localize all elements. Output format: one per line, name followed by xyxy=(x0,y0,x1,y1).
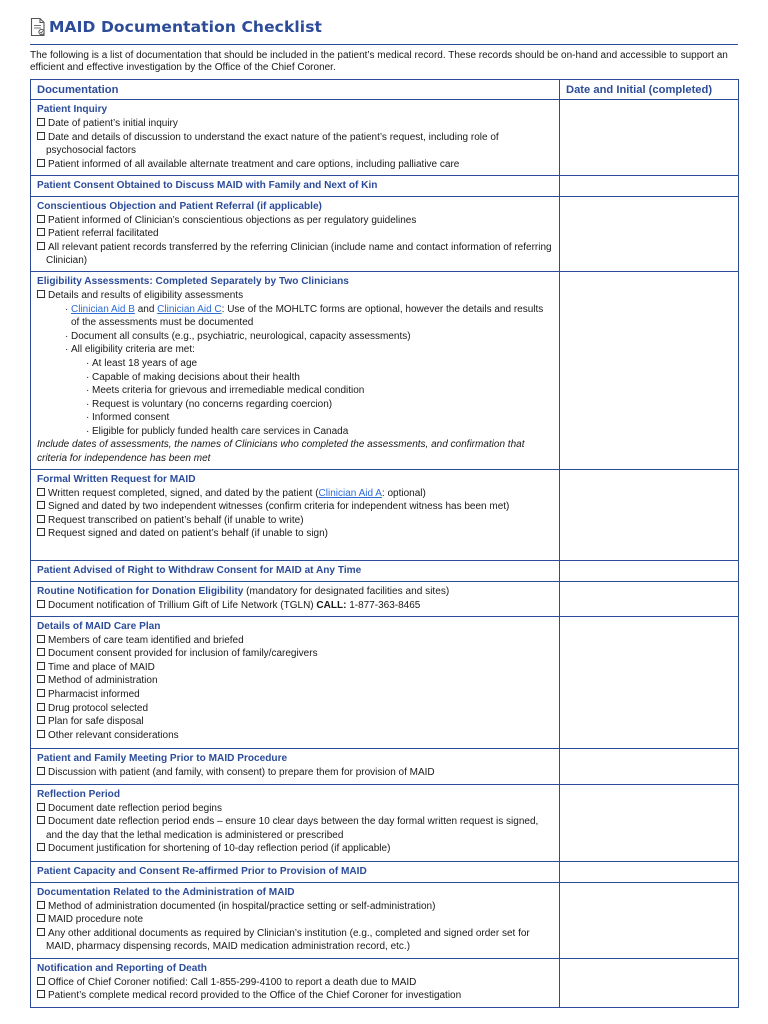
consent-family-cell xyxy=(31,175,560,196)
item-text: At least 18 years of age xyxy=(92,357,198,369)
bullet-dot: · xyxy=(65,303,69,315)
checkbox[interactable] xyxy=(37,703,45,711)
date-initial-cell[interactable] xyxy=(560,861,739,882)
administration-cell xyxy=(31,882,560,958)
item-text: Patient informed of all available alternate treatment and care options, including palliative care xyxy=(48,158,460,170)
item-text: Document justification for shortening of 10-day reflection period (if applicable) xyxy=(48,843,391,855)
item-text: Capable of making decisions about their health xyxy=(92,371,300,383)
checkbox[interactable] xyxy=(37,914,45,922)
section-heading: Notification and Reporting of Death xyxy=(37,962,207,974)
section-heading: Documentation Related to the Administration of MAID xyxy=(37,886,295,898)
item-text: Drug protocol selected xyxy=(48,702,149,714)
checklist-item xyxy=(37,688,553,702)
date-initial-cell[interactable] xyxy=(560,581,739,616)
checklist-item xyxy=(37,500,553,514)
checkbox[interactable] xyxy=(37,215,45,223)
item-text: Members of care team identified and briefed xyxy=(48,634,244,646)
item-text: Signed and dated by two independent witnesses (confirm criteria for independent witness has been met) xyxy=(48,501,510,513)
written-request-cell xyxy=(31,469,560,560)
item-text: Any other additional documents as required by Clinician’s institution (e.g., completed and signed order set for MAID, pharmacy dispensing records, MAID medication administration record, etc.) xyxy=(46,927,530,953)
item-text: All relevant patient records transferred by the referring Clinician (include name and contact information of referring Clinician) xyxy=(46,241,552,267)
checkbox[interactable] xyxy=(37,242,45,250)
checkbox[interactable] xyxy=(37,730,45,738)
checkbox[interactable] xyxy=(37,501,45,509)
checkbox[interactable] xyxy=(37,515,45,523)
section-heading: Details of MAID Care Plan xyxy=(37,620,161,632)
table-row xyxy=(31,784,739,861)
title-divider xyxy=(30,44,738,45)
checkbox[interactable] xyxy=(37,635,45,643)
checkbox[interactable] xyxy=(37,990,45,998)
table-row xyxy=(31,271,739,469)
meeting-cell xyxy=(31,748,560,784)
checklist-item xyxy=(37,729,553,743)
item-text: Details and results of eligibility assessments xyxy=(48,289,244,301)
item-text: Document consent provided for inclusion of family/caregivers xyxy=(48,648,318,660)
item-text: Written request completed, signed, and dated by the patient ( xyxy=(48,487,319,499)
table-row xyxy=(31,748,739,784)
checklist-item xyxy=(37,715,553,729)
bullet-dot: · xyxy=(86,371,90,383)
checklist-item xyxy=(37,766,553,780)
date-initial-cell[interactable] xyxy=(560,100,739,175)
sub-bullet-item xyxy=(37,357,553,371)
item-text: Date of patient’s initial inquiry xyxy=(48,118,178,130)
table-header-row xyxy=(31,80,739,100)
bullet-dot: · xyxy=(86,398,90,410)
checklist-item xyxy=(37,117,553,131)
checkbox[interactable] xyxy=(37,528,45,536)
withdraw-cell xyxy=(31,560,560,581)
objection-cell xyxy=(31,196,560,271)
table-row xyxy=(31,469,739,560)
item-text: Meets criteria for grievous and irremediable medical condition xyxy=(92,385,365,397)
checkbox[interactable] xyxy=(37,843,45,851)
heading-text: Routine Notification for Donation Eligibility xyxy=(37,585,244,597)
checkbox[interactable] xyxy=(37,132,45,140)
bullet-dot: · xyxy=(86,385,90,397)
table-row xyxy=(31,560,739,581)
intro-paragraph: The following is a list of documentation that should be included in the patient’s medical record. These records should be on-hand and accessible to support an efficient and effective investigation by the Office of the Chief Coroner. xyxy=(30,50,728,73)
checkbox[interactable] xyxy=(37,716,45,724)
date-initial-cell[interactable] xyxy=(560,784,739,861)
document-icon xyxy=(30,17,46,37)
item-text: Patient informed of Clinician’s conscientious objections as per regulatory guidelines xyxy=(48,214,417,226)
documentation-header: Documentation xyxy=(31,80,560,100)
checkbox[interactable] xyxy=(37,118,45,126)
checklist-item xyxy=(37,674,553,688)
checklist-item xyxy=(37,527,553,541)
checklist-item xyxy=(37,158,553,172)
section-heading: Patient and Family Meeting Prior to MAID Procedure xyxy=(37,752,288,764)
section-heading: Eligibility Assessments: Completed Separately by Two Clinicians xyxy=(37,275,349,287)
item-text: Request transcribed on patient’s behalf (if unable to write) xyxy=(48,514,304,526)
checklist-item xyxy=(37,989,553,1003)
death-reporting-cell xyxy=(31,958,560,1007)
item-text: MAID procedure note xyxy=(48,914,144,926)
section-heading: Formal Written Request for MAID xyxy=(37,473,196,485)
heading-note: (mandatory for designated facilities and sites) xyxy=(243,585,450,597)
checklist-item xyxy=(37,900,553,914)
item-text: Method of administration documented (in hospital/practice setting or self-administration) xyxy=(48,900,436,912)
checklist-item xyxy=(37,702,553,716)
date-initial-cell[interactable] xyxy=(560,882,739,958)
table-row xyxy=(31,196,739,271)
section-heading: Reflection Period xyxy=(37,788,121,800)
checkbox[interactable] xyxy=(37,662,45,670)
checklist-item xyxy=(37,514,553,528)
sub-bullet-item xyxy=(37,425,553,439)
checkbox[interactable] xyxy=(37,689,45,697)
sub-bullet-item xyxy=(37,371,553,385)
checklist-item xyxy=(37,927,553,954)
date-initial-cell[interactable] xyxy=(560,958,739,1007)
section-heading: Patient Advised of Right to Withdraw Consent for MAID at Any Time xyxy=(37,564,362,576)
bullet-dot: · xyxy=(86,425,90,437)
checkbox[interactable] xyxy=(37,816,45,824)
item-text: Document date reflection period ends – ensure 10 clear days between the day formal written request is signed, and the day that the lethal medication is administered or prescribed xyxy=(46,816,539,841)
item-text: Method of administration xyxy=(48,675,158,687)
checkbox[interactable] xyxy=(37,901,45,909)
checkbox[interactable] xyxy=(37,159,45,167)
checkbox[interactable] xyxy=(37,767,45,775)
date-initial-header: Date and Initial (completed) xyxy=(560,80,739,100)
item-text: Request is voluntary (no concerns regarding coercion) xyxy=(92,398,333,410)
donation-cell xyxy=(31,581,560,616)
item-text: Office of Chief Coroner notified: Call 1-855-299-4100 to report a death due to MAID xyxy=(48,976,417,988)
checklist-item xyxy=(37,815,553,842)
section-heading xyxy=(37,585,553,599)
checkbox[interactable] xyxy=(37,600,45,608)
checklist-item xyxy=(37,599,553,613)
checklist-item xyxy=(37,976,553,990)
item-text: Time and place of MAID xyxy=(48,661,155,673)
item-text: Plan for safe disposal xyxy=(48,716,144,728)
date-initial-cell[interactable] xyxy=(560,748,739,784)
bullet-item xyxy=(37,343,553,357)
inquiry-cell xyxy=(31,100,560,175)
bullet-dot: · xyxy=(86,357,90,369)
item-text: Document date reflection period begins xyxy=(48,802,222,814)
table-row xyxy=(31,616,739,748)
bullet-dot: · xyxy=(65,330,69,342)
date-initial-cell[interactable] xyxy=(560,560,739,581)
care-plan-cell xyxy=(31,616,560,748)
bullet-dot: · xyxy=(86,412,90,424)
item-text: Other relevant considerations xyxy=(48,729,179,741)
item-text: Request signed and dated on patient’s behalf (if unable to sign) xyxy=(48,528,329,540)
clinician-aid-c-link[interactable]: Clinician Aid C xyxy=(157,303,222,315)
item-text: Date and details of discussion to understand the exact nature of the patient’s request, including role of psychosocial factors xyxy=(46,131,499,157)
section-heading: Patient Capacity and Consent Re-affirmed Prior to Provision of MAID xyxy=(37,865,367,877)
table-row xyxy=(31,581,739,616)
capacity-cell xyxy=(31,861,560,882)
checklist-item xyxy=(37,227,553,241)
section-heading: Patient Consent Obtained to Discuss MAID with Family and Next of Kin xyxy=(37,179,378,191)
bullet-item xyxy=(37,303,553,330)
and-text: and xyxy=(134,303,158,315)
table-row xyxy=(31,861,739,882)
title-row xyxy=(30,0,738,41)
checklist-item xyxy=(37,289,553,303)
checklist-item xyxy=(37,913,553,927)
section-heading: Conscientious Objection and Patient Referral (if applicable) xyxy=(37,200,322,212)
eligibility-cell xyxy=(31,271,560,469)
checklist-item xyxy=(37,842,553,856)
table-row xyxy=(31,882,739,958)
date-initial-cell[interactable] xyxy=(560,271,739,469)
phone-number: 1-877-363-8465 xyxy=(346,599,421,611)
sub-bullet-item xyxy=(37,384,553,398)
checkbox[interactable] xyxy=(37,977,45,985)
table-row xyxy=(31,175,739,196)
date-initial-cell[interactable] xyxy=(560,196,739,271)
checkbox[interactable] xyxy=(37,290,45,298)
checklist-item xyxy=(37,661,553,675)
page-title: MAID Documentation Checklist xyxy=(49,18,323,36)
checklist-item xyxy=(37,647,553,661)
item-text: Eligible for publicly funded health care services in Canada xyxy=(92,425,349,437)
item-text: Patient referral facilitated xyxy=(48,228,159,240)
item-text: Patient’s complete medical record provided to the Office of the Chief Coroner for investigation xyxy=(48,990,462,1002)
item-text: Discussion with patient (and family, with consent) to prepare them for provision of MAID xyxy=(48,766,435,778)
bullet-item xyxy=(37,330,553,344)
checkbox[interactable] xyxy=(37,648,45,656)
date-initial-cell[interactable] xyxy=(560,469,739,560)
date-initial-cell[interactable] xyxy=(560,616,739,748)
table-row xyxy=(31,100,739,175)
eligibility-note: Include dates of assessments, the names of Clinicians who completed the assessments, and confirmation that criteria for independence has been met xyxy=(37,439,525,465)
checklist-item xyxy=(37,131,553,158)
section-heading: Patient Inquiry xyxy=(37,104,108,116)
checklist-item xyxy=(37,634,553,648)
date-initial-cell[interactable] xyxy=(560,175,739,196)
checkbox[interactable] xyxy=(37,803,45,811)
item-text: Informed consent xyxy=(92,412,170,424)
clinician-aid-b-link[interactable]: Clinician Aid B xyxy=(71,303,135,315)
checklist-item xyxy=(37,214,553,228)
sub-bullet-item xyxy=(37,398,553,412)
clinician-aid-a-link[interactable]: Clinician Aid A xyxy=(318,487,382,499)
item-text: Pharmacist informed xyxy=(48,689,140,701)
checkbox[interactable] xyxy=(37,228,45,236)
checkbox[interactable] xyxy=(37,488,45,496)
table-row xyxy=(31,958,739,1007)
checklist-table xyxy=(30,79,739,1007)
aid-text: : Use of the MOHLTC forms are optional, however the details and results of the assessments must be documented xyxy=(71,303,544,329)
item-text: Document all consults (e.g., psychiatric, neurological, capacity assessments) xyxy=(71,330,411,342)
checkbox[interactable] xyxy=(37,675,45,683)
checklist-item xyxy=(37,487,553,501)
checkbox[interactable] xyxy=(37,928,45,936)
checklist-item xyxy=(37,241,553,268)
bullet-dot: · xyxy=(65,344,69,356)
sub-bullet-item xyxy=(37,411,553,425)
item-text: Document notification of Trillium Gift of Life Network (TGLN) xyxy=(48,599,317,611)
item-text: All eligibility criteria are met: xyxy=(71,344,195,356)
reflection-cell xyxy=(31,784,560,861)
checklist-item xyxy=(37,802,553,816)
item-text-suffix: : optional) xyxy=(381,487,426,499)
call-label: CALL: xyxy=(316,599,347,611)
